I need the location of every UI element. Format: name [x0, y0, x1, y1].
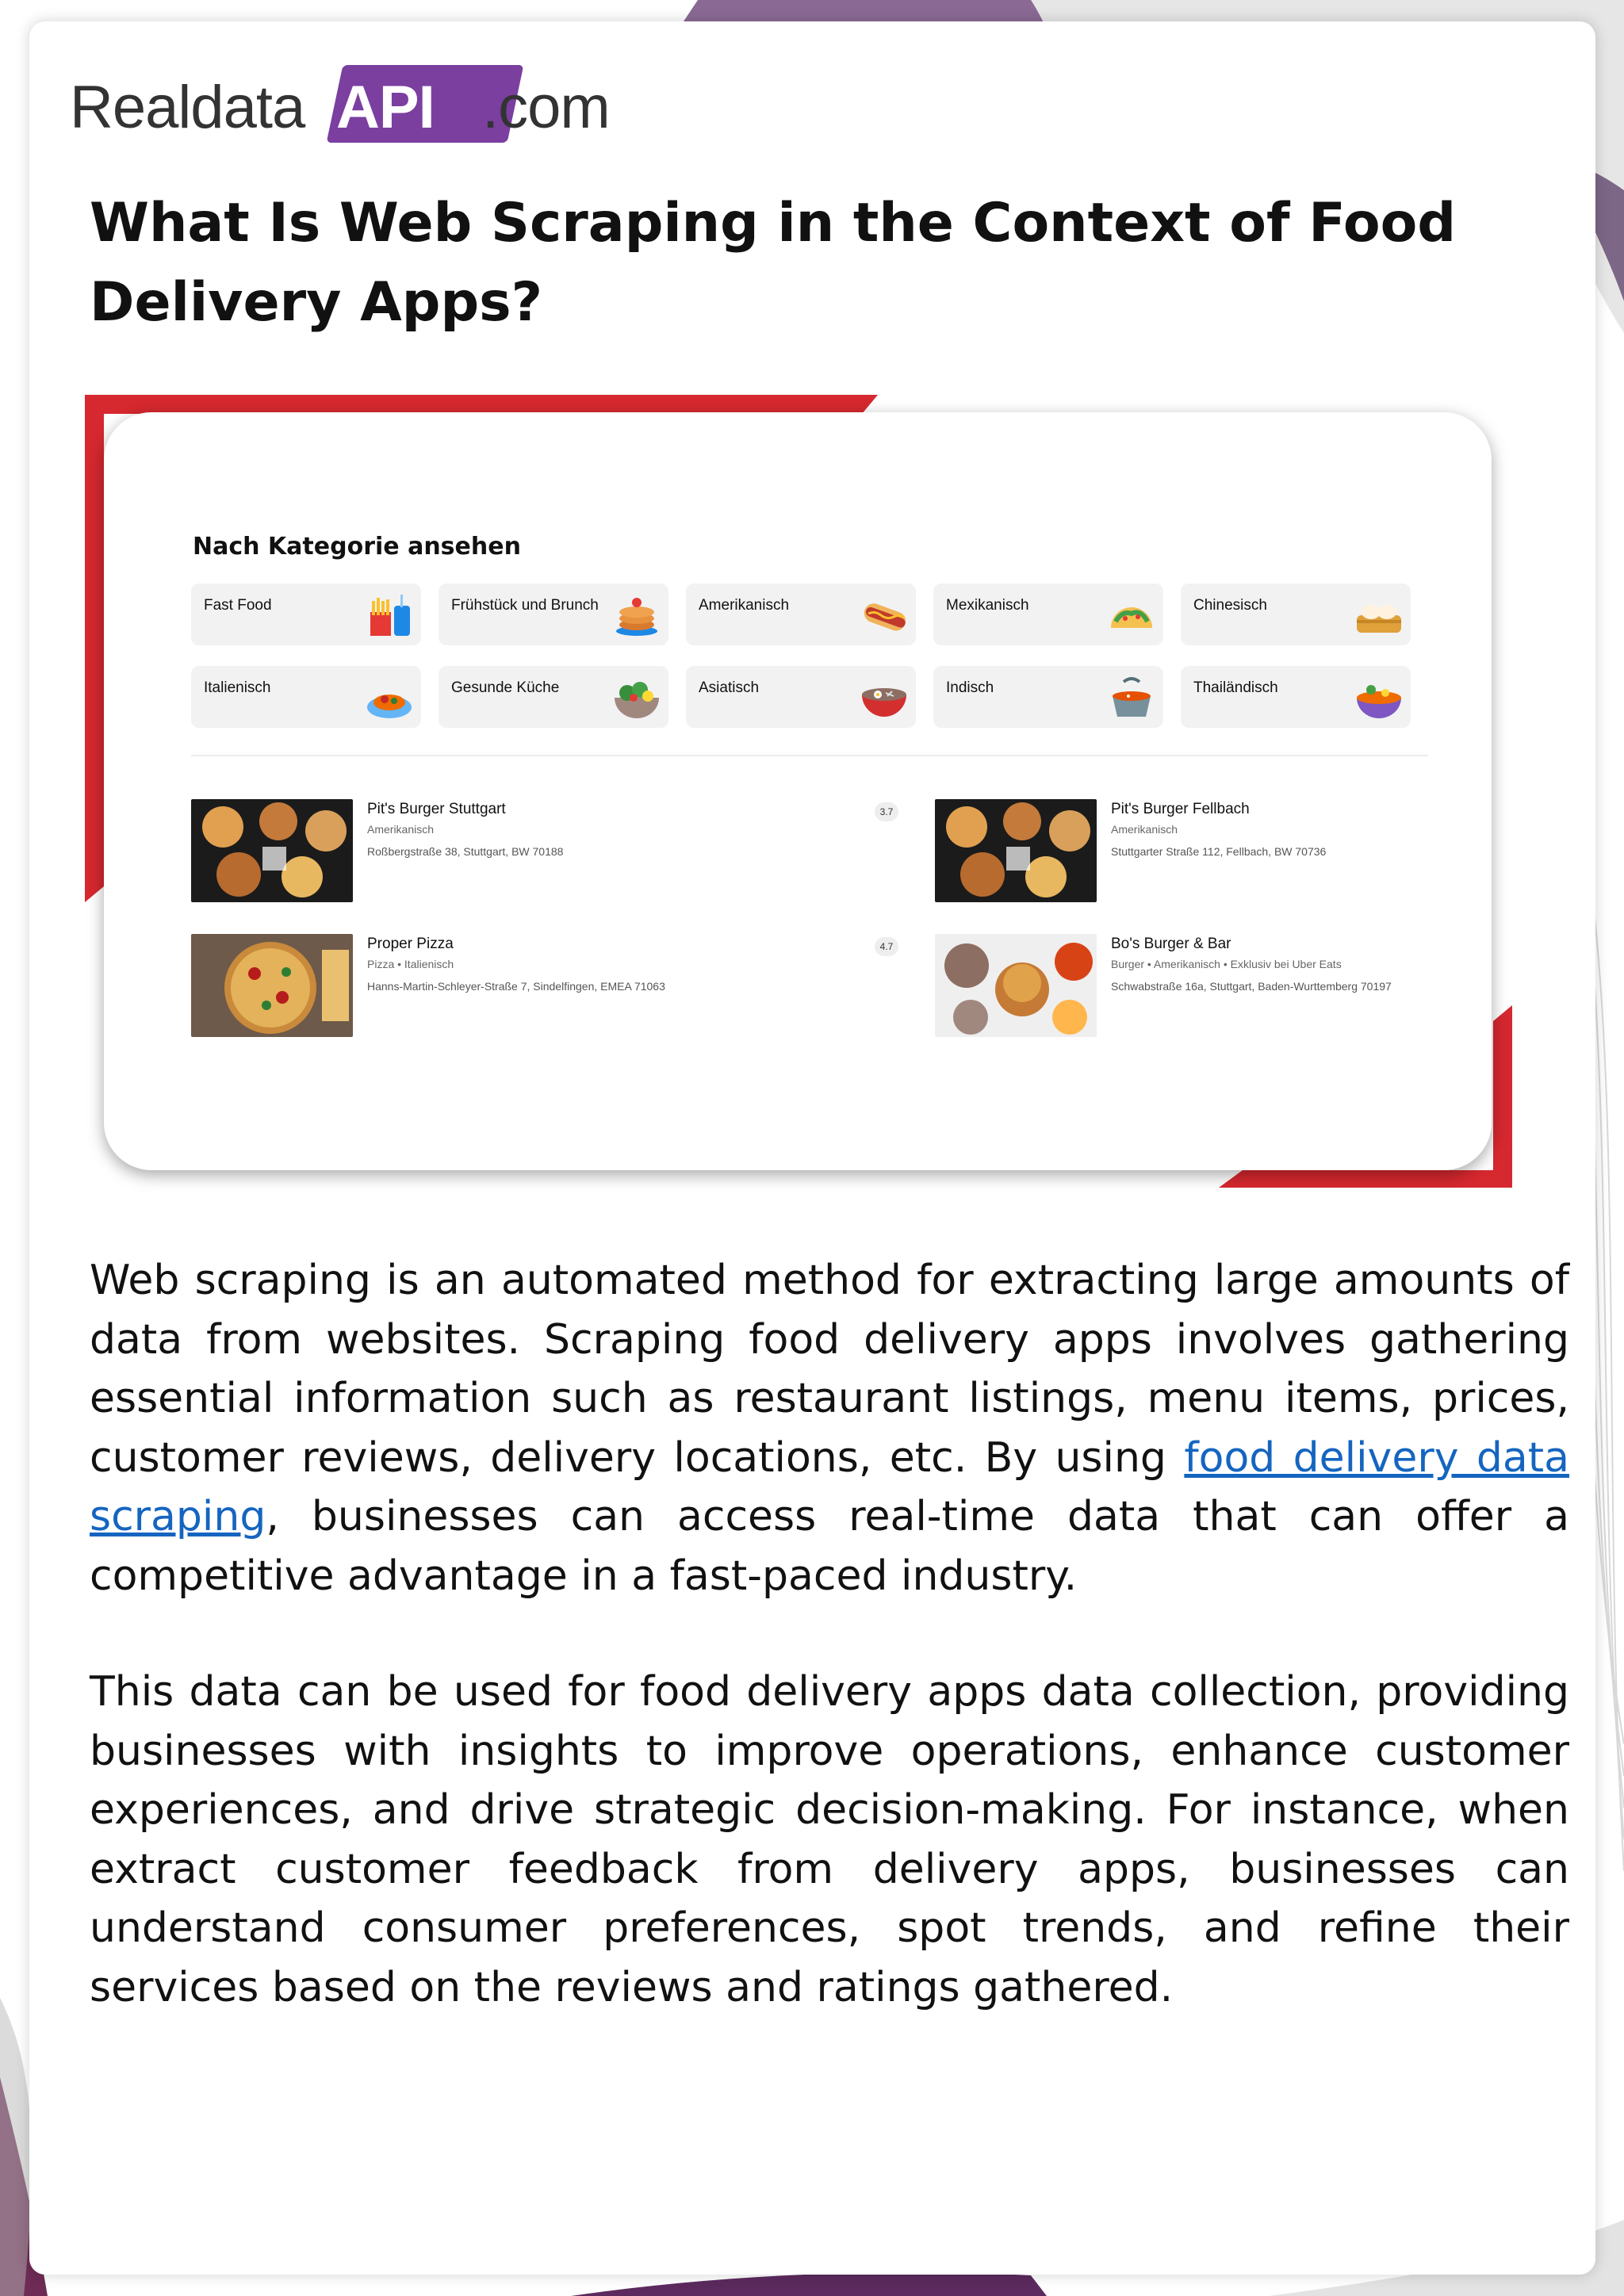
category-italienisch[interactable] [191, 666, 421, 728]
category-label: Asiatisch [699, 679, 760, 696]
restaurant-address: Stuttgarter Straße 112, Fellbach, BW 70736 [1111, 845, 1327, 858]
restaurant-cuisine: Amerikanisch [367, 823, 435, 836]
category-label: Amerikanisch [699, 597, 790, 614]
category-label: Thailändisch [1193, 679, 1278, 696]
thai-bowl-icon [1352, 671, 1406, 725]
category-label: Chinesisch [1193, 597, 1267, 614]
category-label: Gesunde Küche [451, 679, 560, 696]
paragraph-usage: This data can be used for food delivery apps data collection, providing businesses with insights to improve operations, enhance customer experiences, and drive strategic decision-making. For instance, when extract customer feedback from delivery apps, businesses can understand consumer preferences, spot trends, and refine their services based on the reviews and ratings gathered. [90, 1668, 1569, 2011]
app-screenshot-card [104, 412, 1492, 1170]
restaurant-thumbnail [191, 799, 353, 902]
salad-bowl-icon [610, 671, 664, 725]
category-label: Indisch [946, 679, 994, 696]
restaurant-card[interactable] [191, 799, 905, 902]
fries-drink-icon [362, 588, 416, 642]
taco-icon [1105, 588, 1159, 642]
food-delivery-scraping-link[interactable]: food delivery data scraping [90, 1433, 1569, 1540]
restaurant-card[interactable] [935, 799, 1427, 902]
category-mexikanisch[interactable] [933, 584, 1163, 645]
paragraph-intro [90, 1251, 1569, 1605]
restaurant-address: Schwabstraße 16a, Stuttgart, Baden-Wurttemberg 70197 [1111, 980, 1392, 993]
ramen-bowl-icon [857, 671, 911, 725]
restaurant-name: Bo's Burger & Bar [1111, 936, 1231, 952]
rating-badge: 4.7 [875, 937, 898, 956]
category-label: Fast Food [204, 597, 272, 614]
category-amerikanisch[interactable] [686, 584, 916, 645]
category-label: Italienisch [204, 679, 271, 696]
restaurant-name: Pit's Burger Fellbach [1111, 801, 1250, 817]
hotdog-icon [857, 588, 911, 642]
restaurant-address: Roßbergstraße 38, Stuttgart, BW 70188 [367, 845, 564, 858]
app-screenshot-figure [85, 395, 1512, 1188]
restaurant-cuisine: Pizza • Italienisch [367, 958, 454, 970]
pasta-icon [362, 671, 416, 725]
category-asiatisch[interactable] [686, 666, 916, 728]
restaurant-card[interactable] [935, 934, 1427, 1037]
category-heading: Nach Kategorie ansehen [193, 533, 521, 561]
article-title: What Is Web Scraping in the Context of Food Delivery Apps? [90, 192, 1457, 334]
restaurant-name: Proper Pizza [367, 936, 454, 952]
category-gesunde-kueche[interactable] [439, 666, 668, 728]
curry-pot-icon [1105, 671, 1159, 725]
logo-suffix: .com [482, 74, 610, 141]
restaurant-thumbnail [191, 934, 353, 1037]
category-fast-food[interactable] [191, 584, 421, 645]
restaurant-cuisine: Amerikanisch [1111, 823, 1178, 836]
category-indisch[interactable] [933, 666, 1163, 728]
restaurant-address: Hanns-Martin-Schleyer-Straße 7, Sindelfingen, EMEA 71063 [367, 980, 665, 993]
restaurant-cuisine: Burger • Amerikanisch • Exklusiv bei Uber Eats [1111, 958, 1342, 970]
category-label: Frühstück und Brunch [451, 597, 599, 614]
category-label: Mexikanisch [946, 597, 1029, 614]
section-divider [191, 755, 1428, 756]
category-chinesisch[interactable] [1181, 584, 1411, 645]
restaurant-thumbnail [935, 934, 1097, 1037]
category-fruehstueck-brunch[interactable] [439, 584, 668, 645]
paragraph-text: Web scraping is an automated method for extracting large amounts of data from websites. Scraping food delivery apps involves gathering essential information such as restaurant listings, menu items, prices, customer reviews, delivery locations, etc. By using [90, 1257, 1569, 1482]
dumplings-icon [1352, 588, 1406, 642]
logo-highlight-text: API [336, 74, 435, 141]
category-thailaendisch[interactable] [1181, 666, 1411, 728]
logo[interactable] [70, 62, 610, 151]
logo-prefix: Realdata [70, 74, 305, 141]
restaurant-thumbnail [935, 799, 1097, 902]
paragraph-text: , businesses can access real-time data that can offer a competitive advantage in a fast-paced industry. [90, 1493, 1569, 1600]
restaurant-card[interactable] [191, 934, 905, 1037]
restaurant-name: Pit's Burger Stuttgart [367, 801, 506, 817]
rating-badge: 3.7 [875, 802, 898, 821]
pancakes-icon [610, 588, 664, 642]
